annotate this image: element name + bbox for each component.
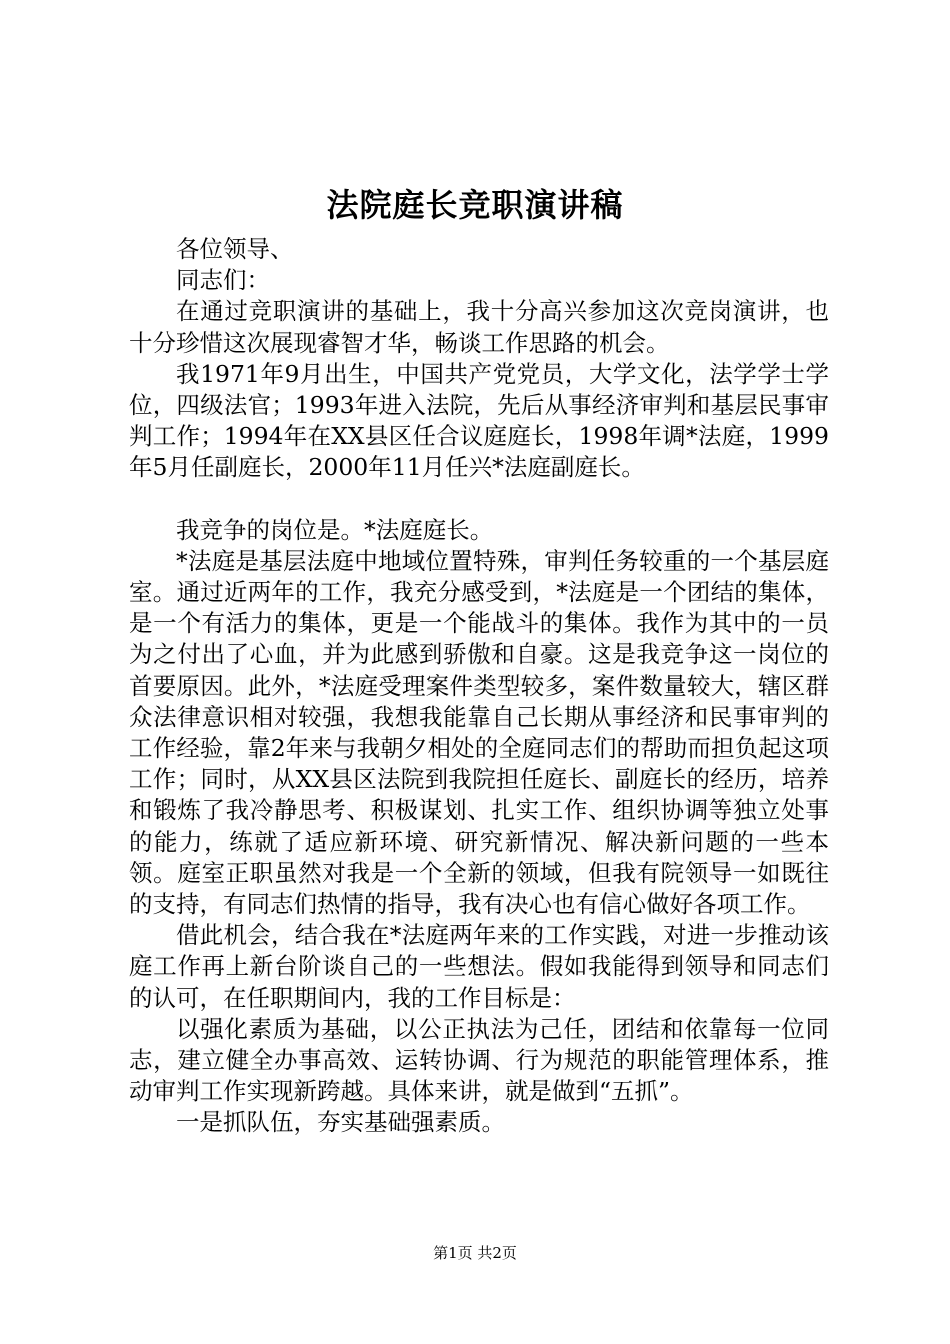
paragraph-intro: 在通过竞职演讲的基础上，我十分高兴参加这次竞岗演讲，也十分珍惜这次展现睿智才华，畅谈工作思路的机会。 — [129, 297, 829, 357]
salutation-line-2: 同志们： — [176, 266, 270, 295]
document-body — [129, 234, 829, 1139]
paragraph-first-point: 一是抓队伍，夯实基础强素质。 — [176, 1108, 505, 1137]
paragraph-reasons: *法庭是基层法庭中地域位置特殊，审判任务较重的一个基层庭室。通过近两年的工作，我充分感受到，*法庭是一个团结的集体，是一个有活力的集体，更是一个能战斗的集体。我作为其中的一员为之付出了心血，并为此感到骄傲和自豪。这是我竞争这一岗位的首要原因。此外，*法庭受理案件类型较多，案件数量较大，辖区群众法律意识相对较强，我想我能靠自己长期从事经济和民事审判的工作经验，靠2年来与我朝夕相处的全庭同志们的帮助而担负起这项工作；同时，从XX县区法院到我院担任庭长、副庭长的经历，培养和锻炼了我冷静思考、积极谋划、扎实工作、组织协调等独立处事的能力，练就了适应新环境、研究新情况、解决新问题的一些本领。庭室正职虽然对我是一个全新的领域，但我有院领导一如既往的支持，有同志们热情的指导，我有决心也有信心做好各项工作。 — [129, 546, 829, 919]
paragraph-goals: 以强化素质为基础，以公正执法为己任，团结和依靠每一位同志，建立健全办事高效、运转协调、行为规范的职能管理体系，推动审判工作实现新跨越。具体来讲，就是做到“五抓”。 — [129, 1014, 829, 1106]
paragraph-spacer — [129, 484, 829, 515]
document-title: 法院庭长竞职演讲稿 — [326, 186, 624, 224]
paragraph-position: 我竞争的岗位是。*法庭庭长。 — [176, 515, 494, 544]
salutation-line-1: 各位领导、 — [176, 235, 294, 263]
paragraph-background: 我1971年9月出生，中国共产党党员，大学文化，法学学士学位，四级法官；1993年进入法院，先后从事经济审判和基层民事审判工作；1994年在XX县区任合议庭庭长，1998年调*法庭，1999年5月任副庭长，2000年11月任兴*法庭副庭长。 — [129, 359, 829, 482]
paragraph-opportunity: 借此机会，结合我在*法庭两年来的工作实践，对进一步推动该庭工作再上新台阶谈自己的一些想法。假如我能得到领导和同志们的认可，在任职期间内，我的工作目标是： — [129, 921, 829, 1012]
page-number-footer: 第1页 共2页 — [433, 1244, 517, 1262]
